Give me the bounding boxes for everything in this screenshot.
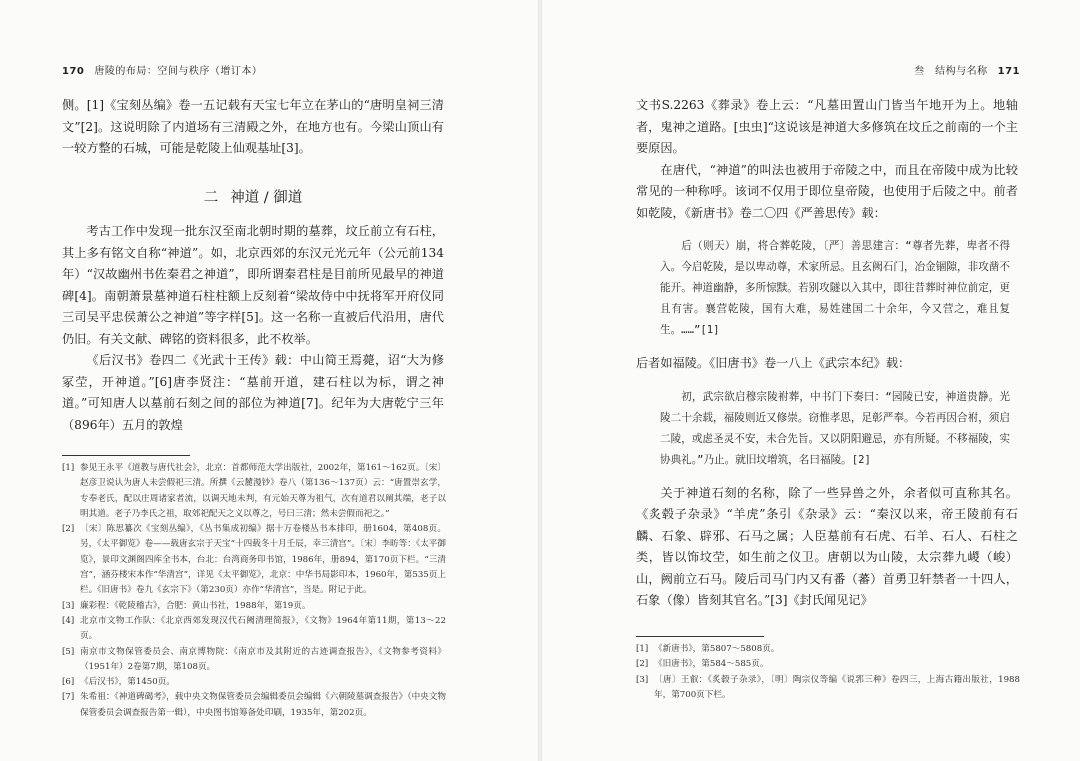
- footnote-text: 参见王永平《道教与唐代社会》，北京：首都师范大学出版社，2002年，第161～162页。〔宋〕赵彦卫说认为唐人未尝假祀三清。所撰《云麓漫钞》卷八（第136～137页）云：“唐置崇玄学，专奉老氏，配以庄周诸家者流，以调天地未判，有元始天尊为祖气，次有道君以阐其端，老子以明其道。老子乃李氏之祖，取郊祀配天之义以尊之，号曰三清；然未尝假而祀之。”: [80, 463, 446, 519]
- footnote-number: [3]: [636, 674, 649, 685]
- block-quote: [660, 236, 1010, 341]
- paragraph: 文书S.2263《葬录》卷上云：“凡墓田置山门皆当午地开为上。地轴者，鬼神之道路。[虫虫]“这说该是神道大多修筑在坟丘之前南的一个主要原因。: [636, 98, 1018, 155]
- footnote-text: 南京市文物保管委员会、南京博物院：《南京市及其附近的古迹调查报告》，《文物参考资料》（1951年）2卷第7期，第108页。: [80, 646, 446, 672]
- left-body-text: [62, 95, 444, 436]
- footnote-number: [4]: [62, 615, 75, 626]
- footnote: [62, 690, 446, 721]
- footnote: [62, 461, 446, 522]
- footnote-number: [3]: [62, 600, 75, 611]
- right-footnotes: [636, 642, 1020, 703]
- footnote-number: [5]: [62, 646, 75, 657]
- footnote: [62, 614, 446, 645]
- footnote: [62, 522, 446, 598]
- footnote-text: 北京市文物工作队：《北京西郊发现汉代石阙清理简报》，《文物》1964年第11期，第13～22页。: [80, 615, 446, 642]
- footnote: [636, 657, 1020, 672]
- footnote-number: [2]: [636, 659, 649, 670]
- footnote-text: 朱希祖：《神道碑碣考》，载中央文物保管委员会编辑委员会编辑《六朝陵墓调查报告》（中央文物保管委员会调查报告第一辑），中央图书馆筹备处印刷，1935年，第202页。: [80, 692, 446, 718]
- left-running-head: 唐陵的布局：空间与秩序（增订本）: [94, 66, 263, 77]
- section-heading: [62, 188, 444, 210]
- paragraph: 《后汉书》卷四二《光武十王传》载：中山简王焉薨，诏“大为修冢茔，开神道。”[6]唐李贤注：“墓前开道，建石柱以为标，谓之神道。”可知唐人以墓前石刻之间的部位为神道[7]。纪年为大唐乾宁三年（896年）五月的敦煌: [62, 353, 444, 432]
- footnote-number: [1]: [636, 644, 649, 654]
- right-body-text: [636, 95, 1018, 612]
- footnote-number: [7]: [62, 692, 75, 703]
- left-running-header: [62, 62, 262, 77]
- footnote: [62, 675, 446, 690]
- footnote: [62, 599, 446, 614]
- footnote-divider: [62, 455, 190, 456]
- footnote-text: 〔宋〕陈思纂次《宝刻丛编》，《丛书集成初编》据十万卷楼丛书本排印，册1604，第408页。另，《太平御览》卷——载唐玄宗于天宝“十四载冬十月壬辰，幸三清宫”。〔宋〕李昉等：《太平御览》，景印文渊阁四库全书本，台北：台湾商务印书馆，1986年，册894，第170页下栏。“三清宫”，涵芬楼宋本作“华清宫”，详见《太平御览》，北京：中华书局影印本，1960年，第535页上栏。《旧唐书》卷九《玄宗下》（第230页）亦作“华清宫”，当是。附记于此。: [80, 524, 446, 596]
- paragraph: 在唐代，“神道”的叫法也被用于帝陵之中，而且在帝陵中成为比较常见的一种称呼。该词不仅用于即位皇帝陵，也使用于后陵之中。前者如乾陵，《新唐书》卷二〇四《严善思传》载：: [636, 162, 1018, 220]
- section-number: 二: [203, 189, 219, 206]
- footnote: [636, 673, 1020, 704]
- quote-text: 后（则天）崩，将合葬乾陵，〔严〕善思建言：“尊者先葬，卑者不得入。今启乾陵，是以卑动尊，术家所忌。且玄阙石门，冶金锢隙，非攻凿不能开。神道幽静，多所惊黩。若别攻隧以入其中，即往昔葬时神位前定，更且有害。襄营乾陵，国有大难，易姓建国二十余年，今又营之，难且复生。……”[1]: [660, 240, 1010, 336]
- section-title: 神道 / 御道: [230, 189, 303, 206]
- paragraph: 后者如福陵。《旧唐书》卷一八上《武宗本纪》载：: [636, 356, 911, 370]
- footnote-text: 《旧唐书》，第584～585页。: [654, 659, 769, 670]
- footnote-number: [2]: [62, 524, 75, 535]
- right-page-number: 171: [997, 66, 1020, 77]
- block-quote: [660, 387, 1010, 471]
- quote-text: 初，武宗欲启穆宗陵祔葬，中书门下奏曰：“园陵已安，神道贵静。光陵二十余载，福陵则近又修崇。窃惟孝思，足彰严奉。今若再因合祔，须启二陵，或虑圣灵不安，未合先旨。又以阴阳避忌，亦有所疑。不移福陵，实协典礼。”乃止。就旧坟增筑，名曰福陵。[2]: [660, 390, 1010, 466]
- footnote: [636, 642, 1020, 657]
- footnote-text: 《后汉书》，第1450页。: [80, 677, 175, 688]
- paragraph: 关于神道石刻的名称，除了一些异兽之外，余者似可直称其名。《炙毂子杂录》“羊虎”条引《杂录》云：“秦汉以来，帝王陵前有石麟、石象、辟邪、石马之属；人臣墓前有石虎、石羊、石人、石柱之类，皆以饰坟茔，如生前之仪卫。唐朝以为山陵，太宗葬九嵕（峻）山，阙前立石马。陵后司马门内又有番（蕃）首勇卫轩禁者一十四人，石象（像）皆刻其官名。”[3]《封氏闻见记》: [636, 485, 1018, 607]
- right-running-head: 叁 结构与名称: [914, 66, 988, 77]
- footnote: [62, 645, 446, 676]
- left-footnotes: [62, 461, 446, 721]
- footnote-number: [6]: [62, 677, 75, 688]
- footnote-number: [1]: [62, 463, 75, 473]
- footnote-divider: [636, 636, 764, 637]
- footnote-text: 《新唐书》，第5807～5808页。: [654, 644, 780, 654]
- footnote-text: 〔唐〕王叡：《炙毂子杂录》，〔明〕陶宗仪等编《说郛三种》卷四三，上海古籍出版社，1988年，第700页下栏。: [654, 674, 1020, 700]
- paragraph: 考古工作中发现一批东汉至南北朝时期的墓葬，坟丘前立有石柱，其上多有铭文自称“神道”。如，北京西郊的东汉元光元年（公元前134年）“汉故幽州书佐秦君之神道”，即所谓秦君柱是目前所见最早的神道碑[4]。南朝萧景墓神道石柱柱额上反刻着“梁故侍中中抚将军开府仪同三司吴平忠侯萧公之神道”等字样[5]。这一名称一直被后代沿用，唐代仍旧。有关文献、碑铭的资料很多，此不枚举。: [62, 224, 444, 346]
- right-running-header: [914, 62, 1020, 77]
- paragraph: 侧。[1]《宝刻丛编》卷一五记载有天宝七年立在茅山的“唐明皇祠三清文”[2]。这说明除了内道场有三清殿之外，在地方也有。今梁山顶山有一较方整的石城，可能是乾陵上仙观基址[3]。: [62, 98, 444, 155]
- footnote-text: 廉彩程：《乾陵稽古》，合肥：黄山书社，1988年，第19页。: [80, 600, 311, 611]
- left-page-number: 170: [62, 66, 85, 77]
